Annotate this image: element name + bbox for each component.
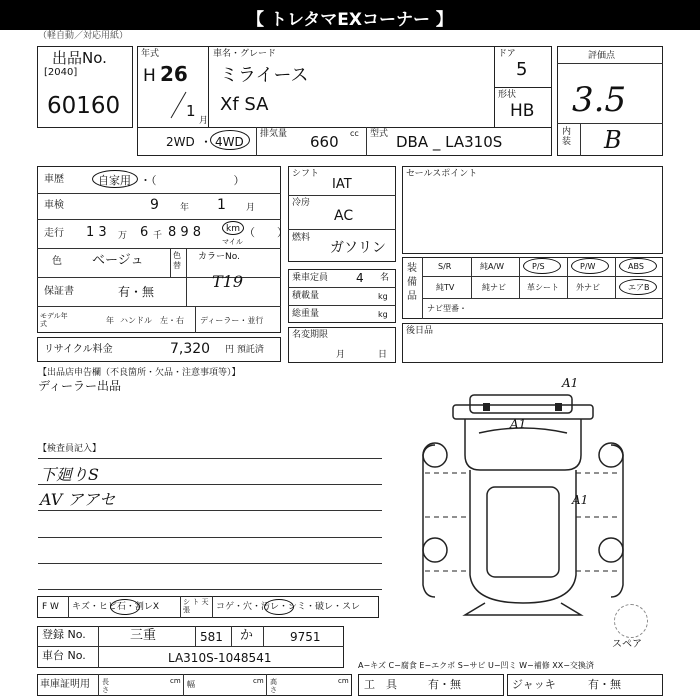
history-label: 車歴 xyxy=(44,174,64,185)
cert-length-cm: cm xyxy=(170,677,181,685)
equip-pw-circle xyxy=(571,258,609,274)
score-label: 評価点 xyxy=(588,51,616,61)
cert-length: 長さ xyxy=(102,678,109,694)
ac-value: AC xyxy=(334,208,354,224)
chassis-label: 車台 No. xyxy=(42,649,86,662)
mileage-sen: 6 xyxy=(140,225,149,240)
interior-value: B xyxy=(604,126,622,154)
cert-height-cm: cm xyxy=(338,677,349,685)
score-value: 3.5 xyxy=(572,80,627,120)
capacity-unit: 名 xyxy=(380,273,390,283)
recycle-value: 7,320 xyxy=(170,341,211,357)
history-rest: ・（ ） xyxy=(140,174,245,187)
registration-label: 登録 No. xyxy=(42,628,86,641)
recycle-label: リサイクル料金 xyxy=(44,344,113,355)
exhibitor-text: ディーラー出品 xyxy=(38,379,122,393)
inspection-month-unit: 月 xyxy=(246,203,256,213)
mileage-sen-unit: 千 xyxy=(153,231,163,241)
history-value: 自家用 xyxy=(98,174,131,187)
body-type-value: HB xyxy=(510,101,535,121)
interior-label: 内装 xyxy=(562,127,572,147)
shift-label: シフト xyxy=(292,169,320,179)
warranty-label: 保証書 xyxy=(44,286,74,297)
jack-value: 有・無 xyxy=(588,678,621,691)
load-label: 積載量 xyxy=(292,291,320,301)
top-note: （軽自動／対応用紙） xyxy=(38,31,129,41)
color-change-label: 色替 xyxy=(173,251,181,270)
model-year-label: モデル年式 xyxy=(40,312,68,328)
equip-airbag: エアB xyxy=(628,283,650,292)
mileage-unit-mile: マイル xyxy=(222,238,243,246)
body-type-label: 形状 xyxy=(498,90,517,100)
diagram-a1-side: A1 xyxy=(572,493,589,507)
mileage-man-unit: 万 xyxy=(118,231,128,241)
defect-fw: F W xyxy=(42,602,59,612)
registration-class: 581 xyxy=(200,630,223,644)
diagram-a1-roof: A1 xyxy=(562,376,579,390)
displacement-unit: cc xyxy=(350,129,359,138)
equip-abs: ABS xyxy=(628,262,644,271)
color-label: 色 xyxy=(52,256,62,267)
drive-4wd: 4WD xyxy=(215,135,244,149)
mileage-rest: 8 9 8 xyxy=(168,225,202,240)
spare-wheel xyxy=(614,604,648,638)
handle: ハンドル 左・右 xyxy=(120,316,184,325)
lot-number: 60160 xyxy=(47,93,121,119)
equip-navi: 純ナビ xyxy=(482,283,506,292)
lot-label: 出品No. xyxy=(52,49,107,67)
equip-sr: S/R xyxy=(438,262,452,271)
name-change-label: 名変期限 xyxy=(292,330,329,340)
model-name: ミライース xyxy=(220,65,309,86)
registration-kana: か xyxy=(240,628,254,643)
car-diagram xyxy=(395,375,670,625)
year-label: 年式 xyxy=(141,49,160,59)
model-code-value: DBA _ LA310S xyxy=(396,133,503,151)
capacity-value: 4 xyxy=(356,271,364,285)
defect-stone-circle xyxy=(110,599,140,615)
color-code-label: カラーNo. xyxy=(198,252,240,262)
inspector-label: 【検査員記入】 xyxy=(38,444,102,454)
ac-label: 冷房 xyxy=(292,198,311,208)
defect-legend: A−キズ C−腐食 E−エクボ S−サビ U−凹ミ W−補修 XX−交換済 xyxy=(358,661,594,670)
model-label: 車名・グレード xyxy=(213,49,277,59)
inspection-label: 車検 xyxy=(44,200,64,211)
equip-airbag-circle xyxy=(619,279,657,295)
fuel-value: ガソリン xyxy=(330,240,386,256)
year-value: 26 xyxy=(160,62,188,86)
mileage-label: 走行 xyxy=(44,228,64,239)
equip-aw: 純A/W xyxy=(480,262,505,271)
name-change-day: 日 xyxy=(378,350,388,360)
equip-navi-model: ナビ型番・ xyxy=(427,304,467,313)
equip-tv: 純TV xyxy=(436,283,455,292)
color-value: ベージュ xyxy=(92,253,144,268)
history-circle xyxy=(92,170,138,188)
equip-pw: P/W xyxy=(580,262,596,271)
doors-value: 5 xyxy=(516,59,528,80)
year-month: 1 xyxy=(186,102,196,120)
cert-width: 幅 xyxy=(187,680,195,689)
mileage-man: 1 3 xyxy=(86,225,107,240)
gross-label: 総重量 xyxy=(292,309,320,319)
displacement-label: 排気量 xyxy=(260,129,288,139)
drive-2wd: 2WD xyxy=(166,135,195,149)
inspection-month: 1 xyxy=(217,197,226,213)
recycle-unit: 円 預託済 xyxy=(225,345,264,355)
jack-label: ジャッキ xyxy=(512,678,556,691)
lot-tag: [2040] xyxy=(44,67,78,78)
fuel-label: 燃料 xyxy=(292,233,311,243)
gross-unit: kg xyxy=(378,310,388,319)
year-month-unit: 月 xyxy=(199,116,209,126)
mileage-km-circle xyxy=(222,221,244,235)
displacement-value: 660 xyxy=(310,133,339,151)
cert-width-cm: cm xyxy=(253,677,264,685)
equip-leather: 革シート xyxy=(527,283,559,292)
registration-pref: 三重 xyxy=(130,628,157,643)
name-change-month: 月 xyxy=(336,350,346,360)
sales-point-label: セールスポイント xyxy=(406,169,478,179)
inspector-line1: 下廻りS xyxy=(40,465,99,484)
defect-side-text: コゲ・穴・汚レ・シミ・破レ・スレ xyxy=(216,602,361,612)
dealer: ディーラー・並行 xyxy=(200,316,264,325)
warranty-value: 有・無 xyxy=(118,285,155,299)
after-fit-box xyxy=(402,323,663,363)
equip-ext-navi: 外ナビ xyxy=(576,283,600,292)
diagram-a1-hood: A1 xyxy=(510,417,527,431)
shift-value: IAT xyxy=(332,177,352,192)
equipment-label: 装備品 xyxy=(407,263,417,302)
model-year-unit: 年 xyxy=(106,316,114,325)
load-unit: kg xyxy=(378,292,388,301)
equip-ps-circle xyxy=(523,258,561,274)
defect-stain-circle xyxy=(264,599,294,615)
model-code-label: 型式 xyxy=(370,129,389,139)
model-grade: Xf SA xyxy=(220,94,269,115)
equip-abs-circle xyxy=(619,258,657,274)
year-era: H xyxy=(143,66,156,86)
exhibitor-label: 【出品店申告欄（不良箇所・欠品・注意事項等）】 xyxy=(38,368,241,378)
inspection-year-unit: 年 xyxy=(180,203,190,213)
tools-label: 工 具 xyxy=(364,678,397,691)
mileage-unit-km: km xyxy=(226,224,240,234)
equip-ps: P/S xyxy=(532,262,545,271)
cert-height: 高さ xyxy=(270,678,277,694)
inspection-year: 9 xyxy=(150,197,159,213)
doors-label: ドア xyxy=(498,49,516,59)
drive-sep: ・ xyxy=(200,135,213,149)
banner-title: 【 トレタマEXコーナー 】 xyxy=(247,10,453,30)
details-box xyxy=(37,166,281,333)
registration-number: 9751 xyxy=(290,630,321,644)
defect-fw-text: キズ・ヒビ石・割レX xyxy=(72,602,159,612)
inspector-line2: AV アアセ xyxy=(40,490,116,509)
cert-label: 車庫証明用 xyxy=(40,679,90,690)
drive-4wd-circle xyxy=(210,130,250,150)
capacity-label: 乗車定員 xyxy=(292,273,329,283)
color-code-value: T19 xyxy=(212,272,244,291)
tools-value: 有・無 xyxy=(428,678,461,691)
sales-point-box xyxy=(402,166,663,254)
after-fit-label: 後日品 xyxy=(406,326,434,336)
mileage-paren: （ ） xyxy=(244,226,288,239)
defect-side: シ ト 天 張 xyxy=(183,598,209,614)
chassis-value: LA310S-1048541 xyxy=(168,651,272,665)
diagram-spare: スペア xyxy=(612,639,642,650)
